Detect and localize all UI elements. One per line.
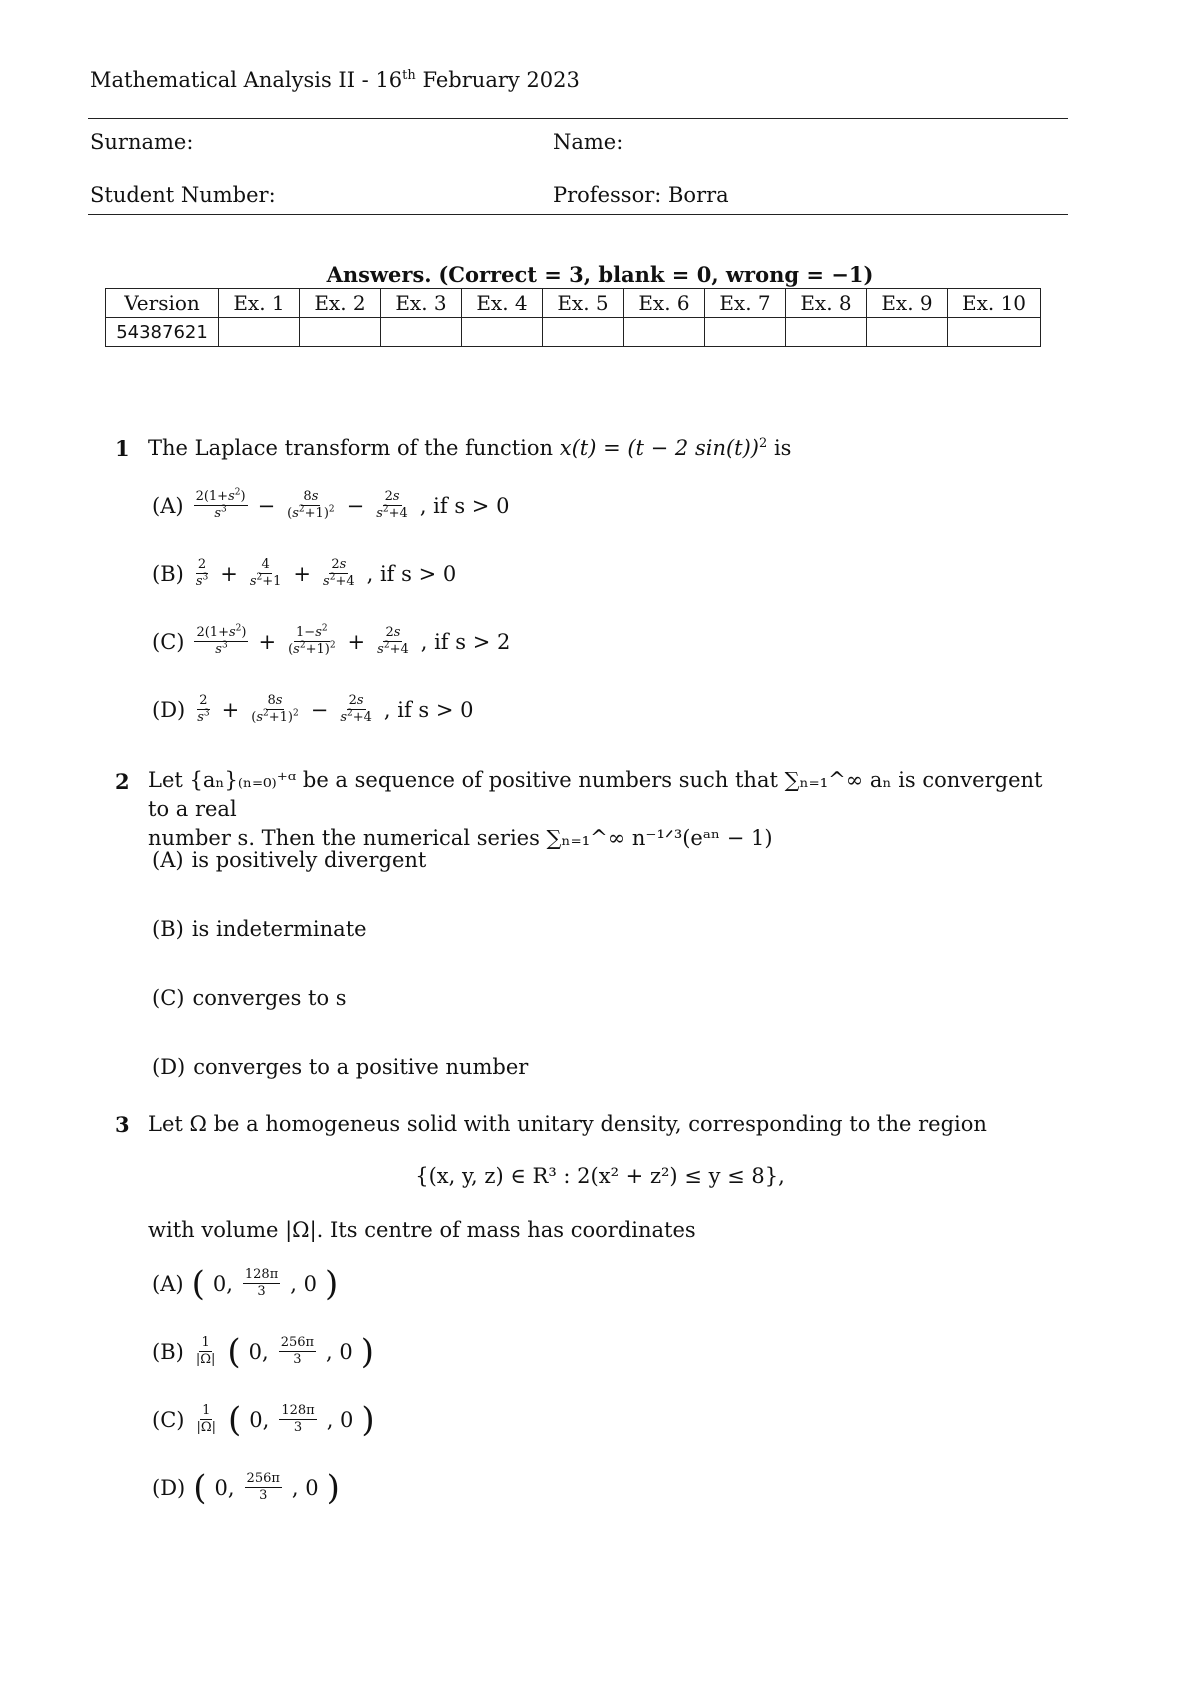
header-rule-bottom [88, 214, 1068, 215]
question-3-number: 3 [115, 1112, 130, 1137]
student-number-label: Student Number: [90, 183, 276, 207]
col-ex9: Ex. 9 [867, 289, 948, 318]
col-ex4: Ex. 4 [462, 289, 543, 318]
col-ex6: Ex. 6 [624, 289, 705, 318]
q2-option-b[interactable]: (B) is indeterminate [152, 917, 367, 941]
question-3-text-2: with volume |Ω|. Its centre of mass has coordinates [148, 1218, 696, 1242]
answers-table [105, 288, 1041, 347]
col-ex3: Ex. 3 [381, 289, 462, 318]
col-ex10: Ex. 10 [948, 289, 1041, 318]
col-ex7: Ex. 7 [705, 289, 786, 318]
question-1-number: 1 [115, 436, 130, 461]
q3-option-a[interactable]: (A) ( 0, $\frac{128\pi}{3}$ , 0 ) [152, 1263, 339, 1304]
col-ex2: Ex. 2 [300, 289, 381, 318]
header-rule-top [88, 118, 1068, 119]
question-2-text: Let {aₙ}₍ₙ₌₀₎⁺ᵅ be a sequence of positive numbers such that ∑ₙ₌₁^∞ aₙ is convergent to a real number s. Then the numerical series ∑ₙ₌₁^∞ n⁻¹ᐟ³(eᵃⁿ − 1) [148, 768, 1043, 850]
answers-header-row [106, 289, 1041, 318]
answer-cell-3[interactable] [381, 318, 462, 347]
version-number: 54387621 [106, 318, 219, 347]
answer-cell-1[interactable] [219, 318, 300, 347]
answers-title: Answers. (Correct = 3, blank = 0, wrong = −1) [326, 262, 874, 287]
q2-option-a[interactable]: (A) is positively divergent [152, 848, 427, 872]
answer-cell-5[interactable] [543, 318, 624, 347]
question-3-text: Let Ω be a homogeneus solid with unitary density, corresponding to the region [148, 1112, 987, 1136]
answer-cell-7[interactable] [705, 318, 786, 347]
col-ex8: Ex. 8 [786, 289, 867, 318]
answer-cell-2[interactable] [300, 318, 381, 347]
col-ex1: Ex. 1 [219, 289, 300, 318]
q3-option-c[interactable]: (C) $\frac{1}{|\Omega|}$ ( 0, $\frac{128\pi}{3}$ , 0 ) [152, 1399, 375, 1440]
q1-option-c[interactable]: (C) $\frac{2(1+s^2)}{s^3}$ + $\frac{1-s^2}{(s^2+1)^2}$ + $\frac{2s}{s^2+4}$ , if s > 2 [152, 623, 511, 657]
exam-title: Mathematical Analysis II - 16th February 2023 [90, 68, 580, 92]
q1-option-a[interactable]: (A) $\frac{2(1+s^2)}{s^3}$ − $\frac{8s}{(s^2+1)^2}$ − $\frac{2s}{s^2+4}$ , if s > 0 [152, 487, 510, 521]
surname-label: Surname: [90, 130, 194, 154]
question-3-region: {(x, y, z) ∈ R³ : 2(x² + z²) ≤ y ≤ 8}, [415, 1164, 785, 1188]
name-label: Name: [553, 130, 624, 154]
question-2-number: 2 [115, 769, 130, 794]
answer-cell-6[interactable] [624, 318, 705, 347]
q2-option-c[interactable]: (C) converges to s [152, 986, 347, 1010]
col-version: Version [106, 289, 219, 318]
professor-label: Professor: Borra [553, 183, 729, 207]
col-ex5: Ex. 5 [543, 289, 624, 318]
q1-option-b[interactable]: (B) $\frac{2}{s^3}$ + $\frac{4}{s^2+1}$ + $\frac{2s}{s^2+4}$ , if s > 0 [152, 557, 457, 589]
answer-cell-10[interactable] [948, 318, 1041, 347]
q3-option-b[interactable]: (B) $\frac{1}{|\Omega|}$ ( 0, $\frac{256\pi}{3}$ , 0 ) [152, 1331, 375, 1372]
answer-cell-9[interactable] [867, 318, 948, 347]
answer-cell-4[interactable] [462, 318, 543, 347]
q2-option-d[interactable]: (D) converges to a positive number [152, 1055, 529, 1079]
q1-option-d[interactable]: (D) $\frac{2}{s^3}$ + $\frac{8s}{(s^2+1)^2}$ − $\frac{2s}{s^2+4}$ , if s > 0 [152, 693, 474, 725]
q3-option-d[interactable]: (D) ( 0, $\frac{256\pi}{3}$ , 0 ) [152, 1467, 340, 1508]
answers-input-row [106, 318, 1041, 347]
answer-cell-8[interactable] [786, 318, 867, 347]
question-1-text: The Laplace transform of the function x(t) = (t − 2 sin(t))$^2$ is [148, 436, 792, 460]
